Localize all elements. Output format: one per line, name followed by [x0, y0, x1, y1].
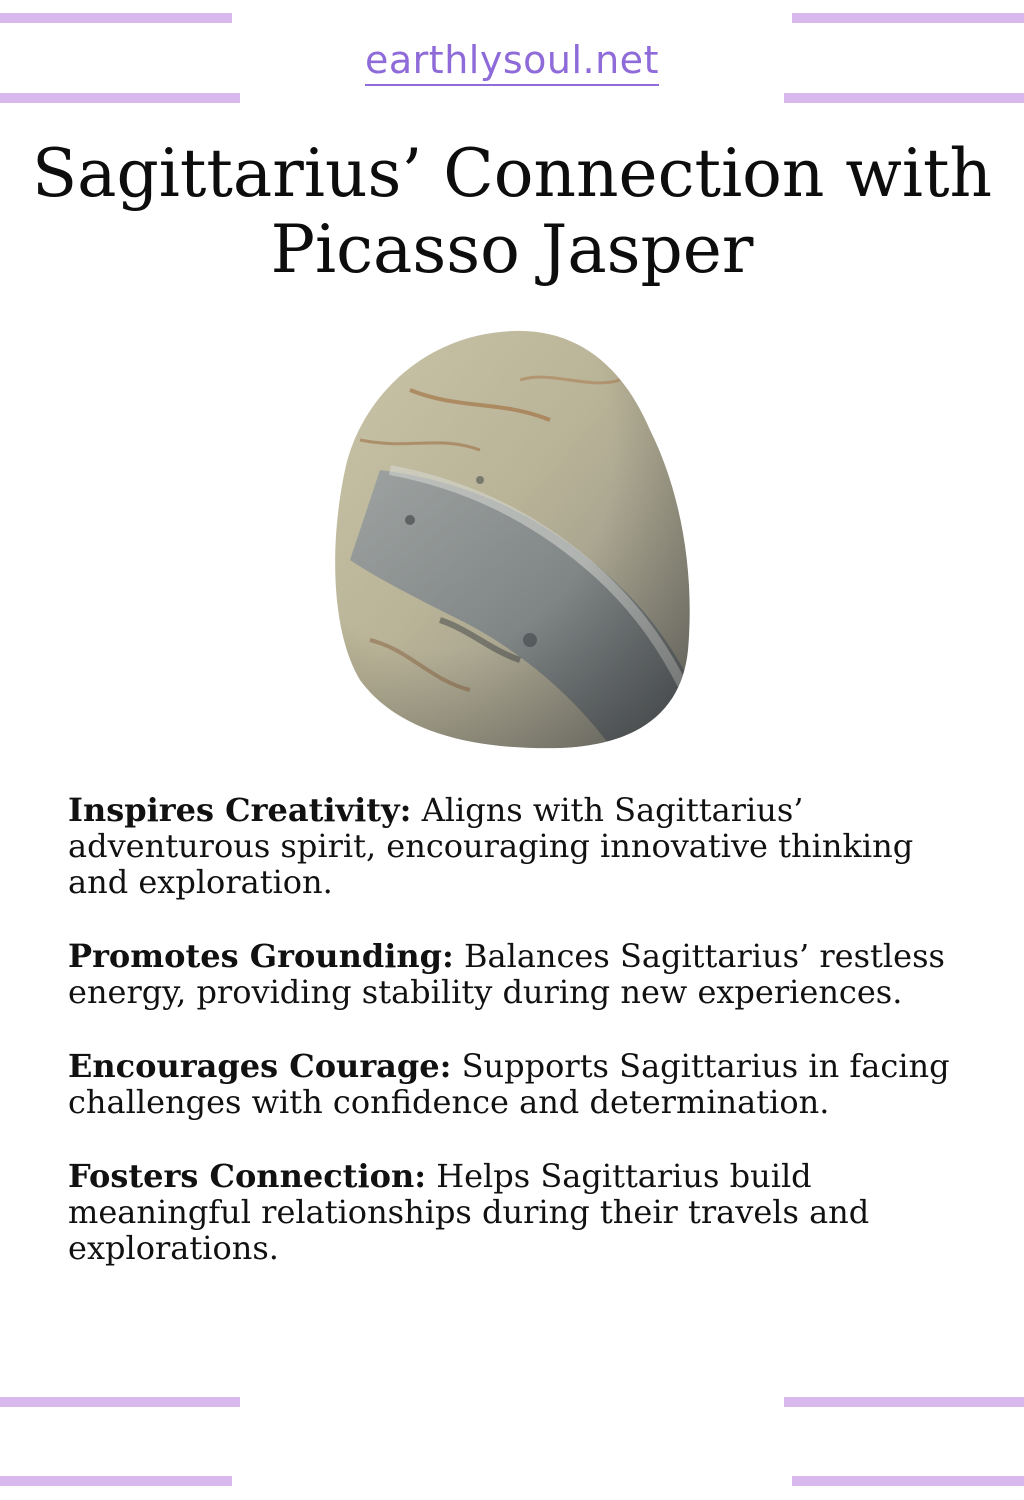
decor-bar-bottom-right-2 [792, 1476, 1024, 1486]
item-heading: Fosters Connection: [68, 1157, 427, 1195]
item-heading: Encourages Courage: [68, 1047, 452, 1085]
item-text: Helps Sagittarius build meaningful relationships during their travels and explorations. [68, 1157, 870, 1267]
list-item [68, 1048, 968, 1120]
decor-bar-top-right-1 [792, 13, 1024, 23]
decor-bar-top-right-2 [784, 93, 1024, 103]
list-item [68, 1158, 968, 1266]
item-heading: Inspires Creativity: [68, 791, 412, 829]
list-item [68, 792, 968, 900]
item-heading: Promotes Grounding: [68, 937, 454, 975]
page-title [0, 136, 1024, 288]
item-text: Balances Sagittarius’ restless energy, providing stability during new experiences. [68, 937, 945, 1011]
benefits-list [68, 792, 968, 1304]
item-text: Supports Sagittarius in facing challenges with confidence and determination. [68, 1047, 950, 1121]
decor-bar-bottom-left-2 [0, 1476, 232, 1486]
title-line-2: Picasso Jasper [270, 211, 754, 288]
logo-text[interactable]: earthlysoul.net [365, 38, 659, 86]
decor-bar-bottom-left-1 [0, 1397, 240, 1407]
title-line-1: Sagittarius’ Connection with [31, 135, 993, 212]
picasso-jasper-stone-icon [320, 320, 710, 760]
decor-bar-top-left-2 [0, 93, 240, 103]
item-text: Aligns with Sagittarius’ adventurous spirit, encouraging innovative thinking and exploration. [68, 791, 914, 901]
decor-bar-bottom-right-1 [784, 1397, 1024, 1407]
list-item [68, 938, 968, 1010]
decor-bar-top-left-1 [0, 13, 232, 23]
site-logo[interactable] [0, 38, 1024, 86]
